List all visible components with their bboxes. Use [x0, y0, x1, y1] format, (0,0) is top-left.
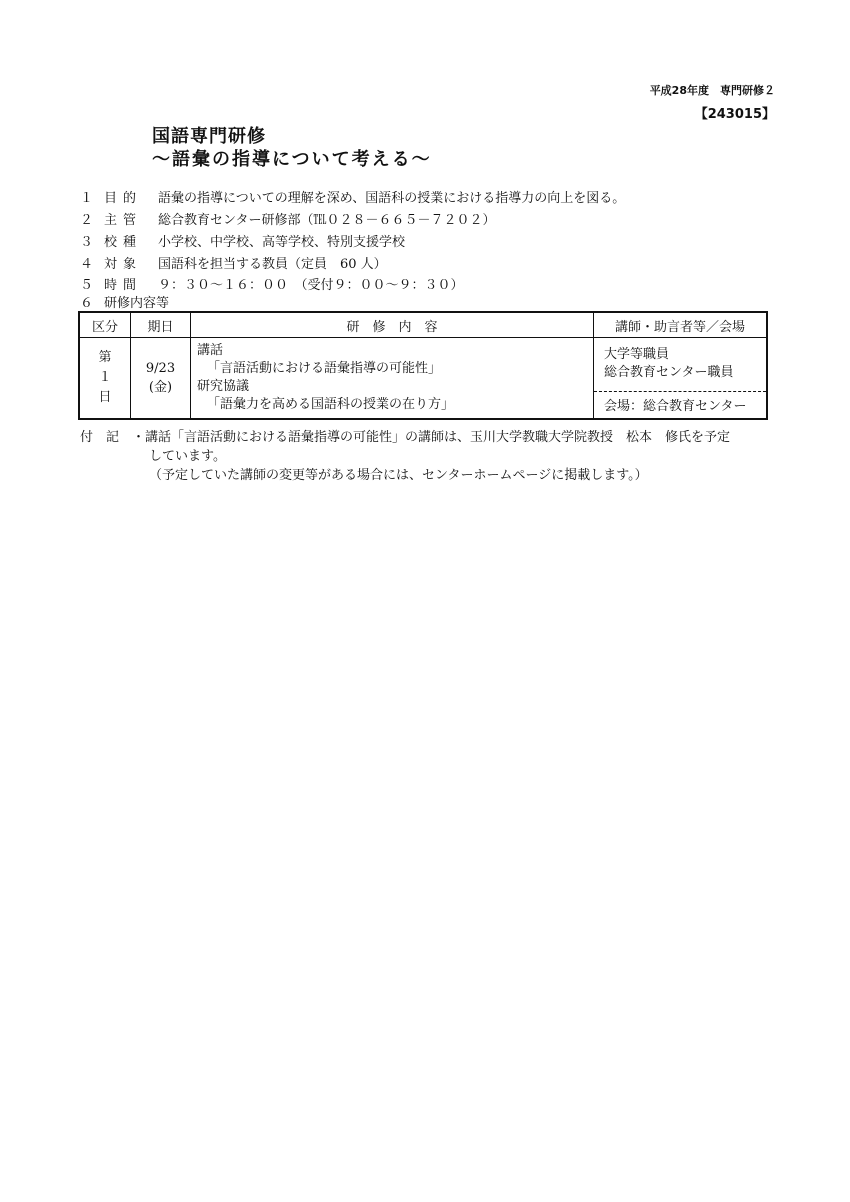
- item-label: 目的: [104, 191, 143, 206]
- note: [80, 426, 730, 445]
- item-label: 校種: [104, 235, 143, 250]
- item-text: 総合教育センター研修部（℡０２８－６６５－７２０２）: [158, 213, 496, 228]
- item-label: 主管: [104, 213, 143, 228]
- header-lecturer: 講師・助言者等／会場: [594, 312, 768, 338]
- table-header-row: [79, 312, 767, 338]
- item-text: 国語科を担当する教員（定員 60 人）: [158, 257, 387, 272]
- year-label: 平成28年度 専門研修２: [649, 84, 775, 97]
- item-label: 時間: [104, 278, 143, 293]
- item-number: ４: [80, 257, 94, 272]
- division-cell: [79, 338, 131, 420]
- note-line: ・講話「言語活動における語彙指導の可能性」の講師は、玉川大学教職大学院教授 松本 修氏を予定: [132, 430, 731, 445]
- venue: 会場：総合教育センター: [594, 391, 766, 417]
- schedule-table: [78, 311, 768, 420]
- item-number: ５: [80, 278, 94, 293]
- item-time: [80, 274, 464, 293]
- header-content: 研 修 内 容: [191, 312, 594, 338]
- table-row: [79, 338, 767, 420]
- item-contents: [80, 292, 169, 311]
- division-char: １: [98, 370, 112, 385]
- division-char: 日: [98, 390, 112, 405]
- date-cell: [131, 338, 191, 420]
- content-line: 研究協議: [197, 379, 250, 394]
- note-label: 付 記: [80, 430, 120, 445]
- content-cell: [191, 338, 594, 420]
- page-subtitle: ～語彙の指導について考える～: [152, 149, 432, 170]
- note-line: しています。: [149, 449, 226, 464]
- item-label: 対象: [104, 257, 143, 272]
- item-label: 研修内容等: [104, 296, 170, 311]
- header-division: 区分: [79, 312, 131, 338]
- item-target: [80, 253, 387, 272]
- note-line: （予定していた講師の変更等がある場合には、センターホームページに掲載します。）: [149, 468, 648, 483]
- item-text: 小学校、中学校、高等学校、特別支援学校: [158, 235, 406, 250]
- content-line: 講話: [197, 343, 224, 358]
- item-organizer: [80, 209, 495, 228]
- content-line: 「語彙力を高める国語科の授業の在り方」: [207, 397, 455, 412]
- item-purpose: [80, 187, 625, 206]
- item-number: ２: [80, 213, 94, 228]
- header-date: 期日: [131, 312, 191, 338]
- date-value: 9/23: [145, 361, 176, 376]
- division-char: 第: [98, 350, 112, 365]
- lecturer-name: 大学等職員: [604, 347, 670, 362]
- item-number: ３: [80, 235, 94, 250]
- item-school-type: [80, 231, 405, 250]
- content-line: 「言語活動における語彙指導の可能性」: [207, 361, 442, 376]
- lecturer-cell: [594, 338, 768, 420]
- item-text: ９：３０～１６：００ （受付９：００～９：３０）: [158, 278, 464, 293]
- course-code: 【243015】: [694, 107, 775, 122]
- weekday-value: (金): [148, 380, 173, 395]
- lecturer-name: 総合教育センター職員: [604, 365, 734, 380]
- item-number: １: [80, 191, 94, 206]
- item-number: ６: [80, 296, 94, 311]
- item-text: 語彙の指導についての理解を深め、国語科の授業における指導力の向上を図る。: [158, 191, 626, 206]
- page-title: 国語専門研修: [152, 126, 266, 147]
